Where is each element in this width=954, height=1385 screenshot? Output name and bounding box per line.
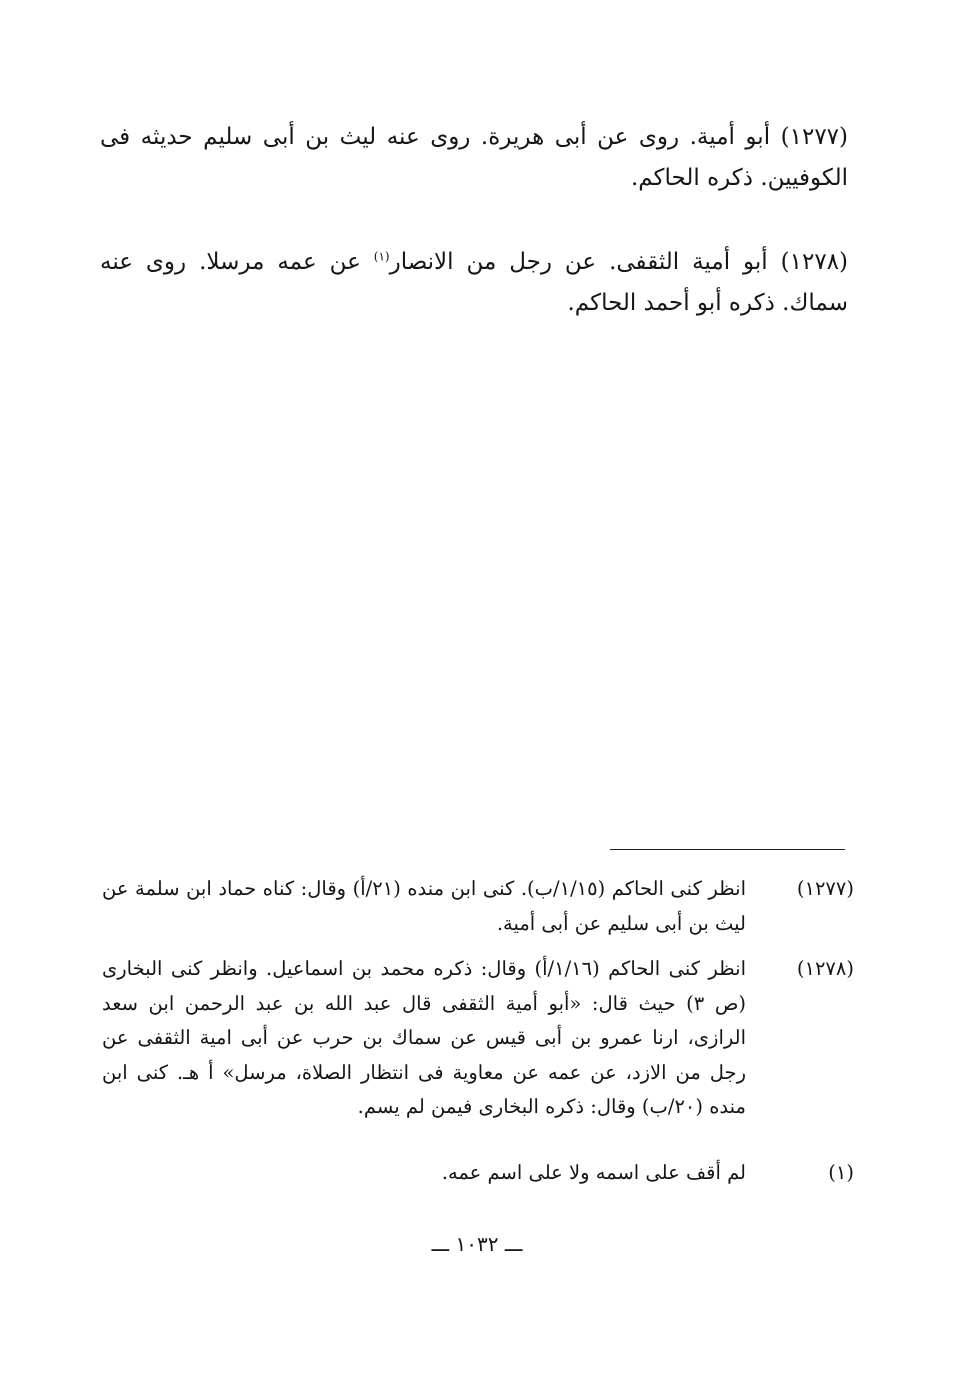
- footnote-text: لم أقف على اسمه ولا على اسم عمه.: [441, 1161, 746, 1184]
- footnote-label: (١): [828, 1161, 854, 1184]
- footnote-reference[interactable]: (١): [373, 249, 390, 264]
- footnote-separator: [610, 849, 845, 850]
- page-number: ـــ ١٠٣٢ ـــ: [431, 1232, 523, 1256]
- entry-text: أبو أمية الثقفى. عن رجل من الانصار: [389, 249, 768, 275]
- entry-text-continued: عن عمه مرسلا. روى عنه سماك. ذكره أبو أحمد الحاكم.: [100, 249, 848, 316]
- footnote-text: انظر كنى الحاكم (١/١٦/أ) وقال: ذكره محمد بن اسماعيل. وانظر كنى البخارى (ص ٣) حيث قال: «أبو أمية الثقفى قال عبد الله بن عبد الرحمن ابن سعد الرازى، ارنا عمرو بن أبى قيس عن سماك بن حرب عن أبى امية الثقفى عن رجل من الازد، عن عمه عن معاوية فى انتظار الصلاة، مرسل» أ هـ. كنى ابن منده (٢٠/ب) وقال: ذكره البخارى فيمن لم يسم.: [102, 957, 746, 1118]
- footnote-label: (١٢٧٧): [796, 877, 854, 900]
- entry-number: (١٢٧٧): [780, 124, 849, 150]
- entry-number: (١٢٧٨): [780, 249, 849, 275]
- entry-1277: [100, 117, 848, 199]
- entry-1278: [100, 242, 848, 324]
- footnote-label: (١٢٧٨): [796, 957, 854, 980]
- entry-text: أبو أمية. روى عن أبى هريرة. روى عنه ليث بن أبى سليم حديثه فى الكوفيين. ذكره الحاكم.: [100, 124, 848, 191]
- footnote-text: انظر كنى الحاكم (١/١٥/ب). كنى ابن منده (٢١/أ) وقال: كناه حماد ابن سلمة عن ليث بن أبى سليم عن أبى أمية.: [102, 877, 746, 935]
